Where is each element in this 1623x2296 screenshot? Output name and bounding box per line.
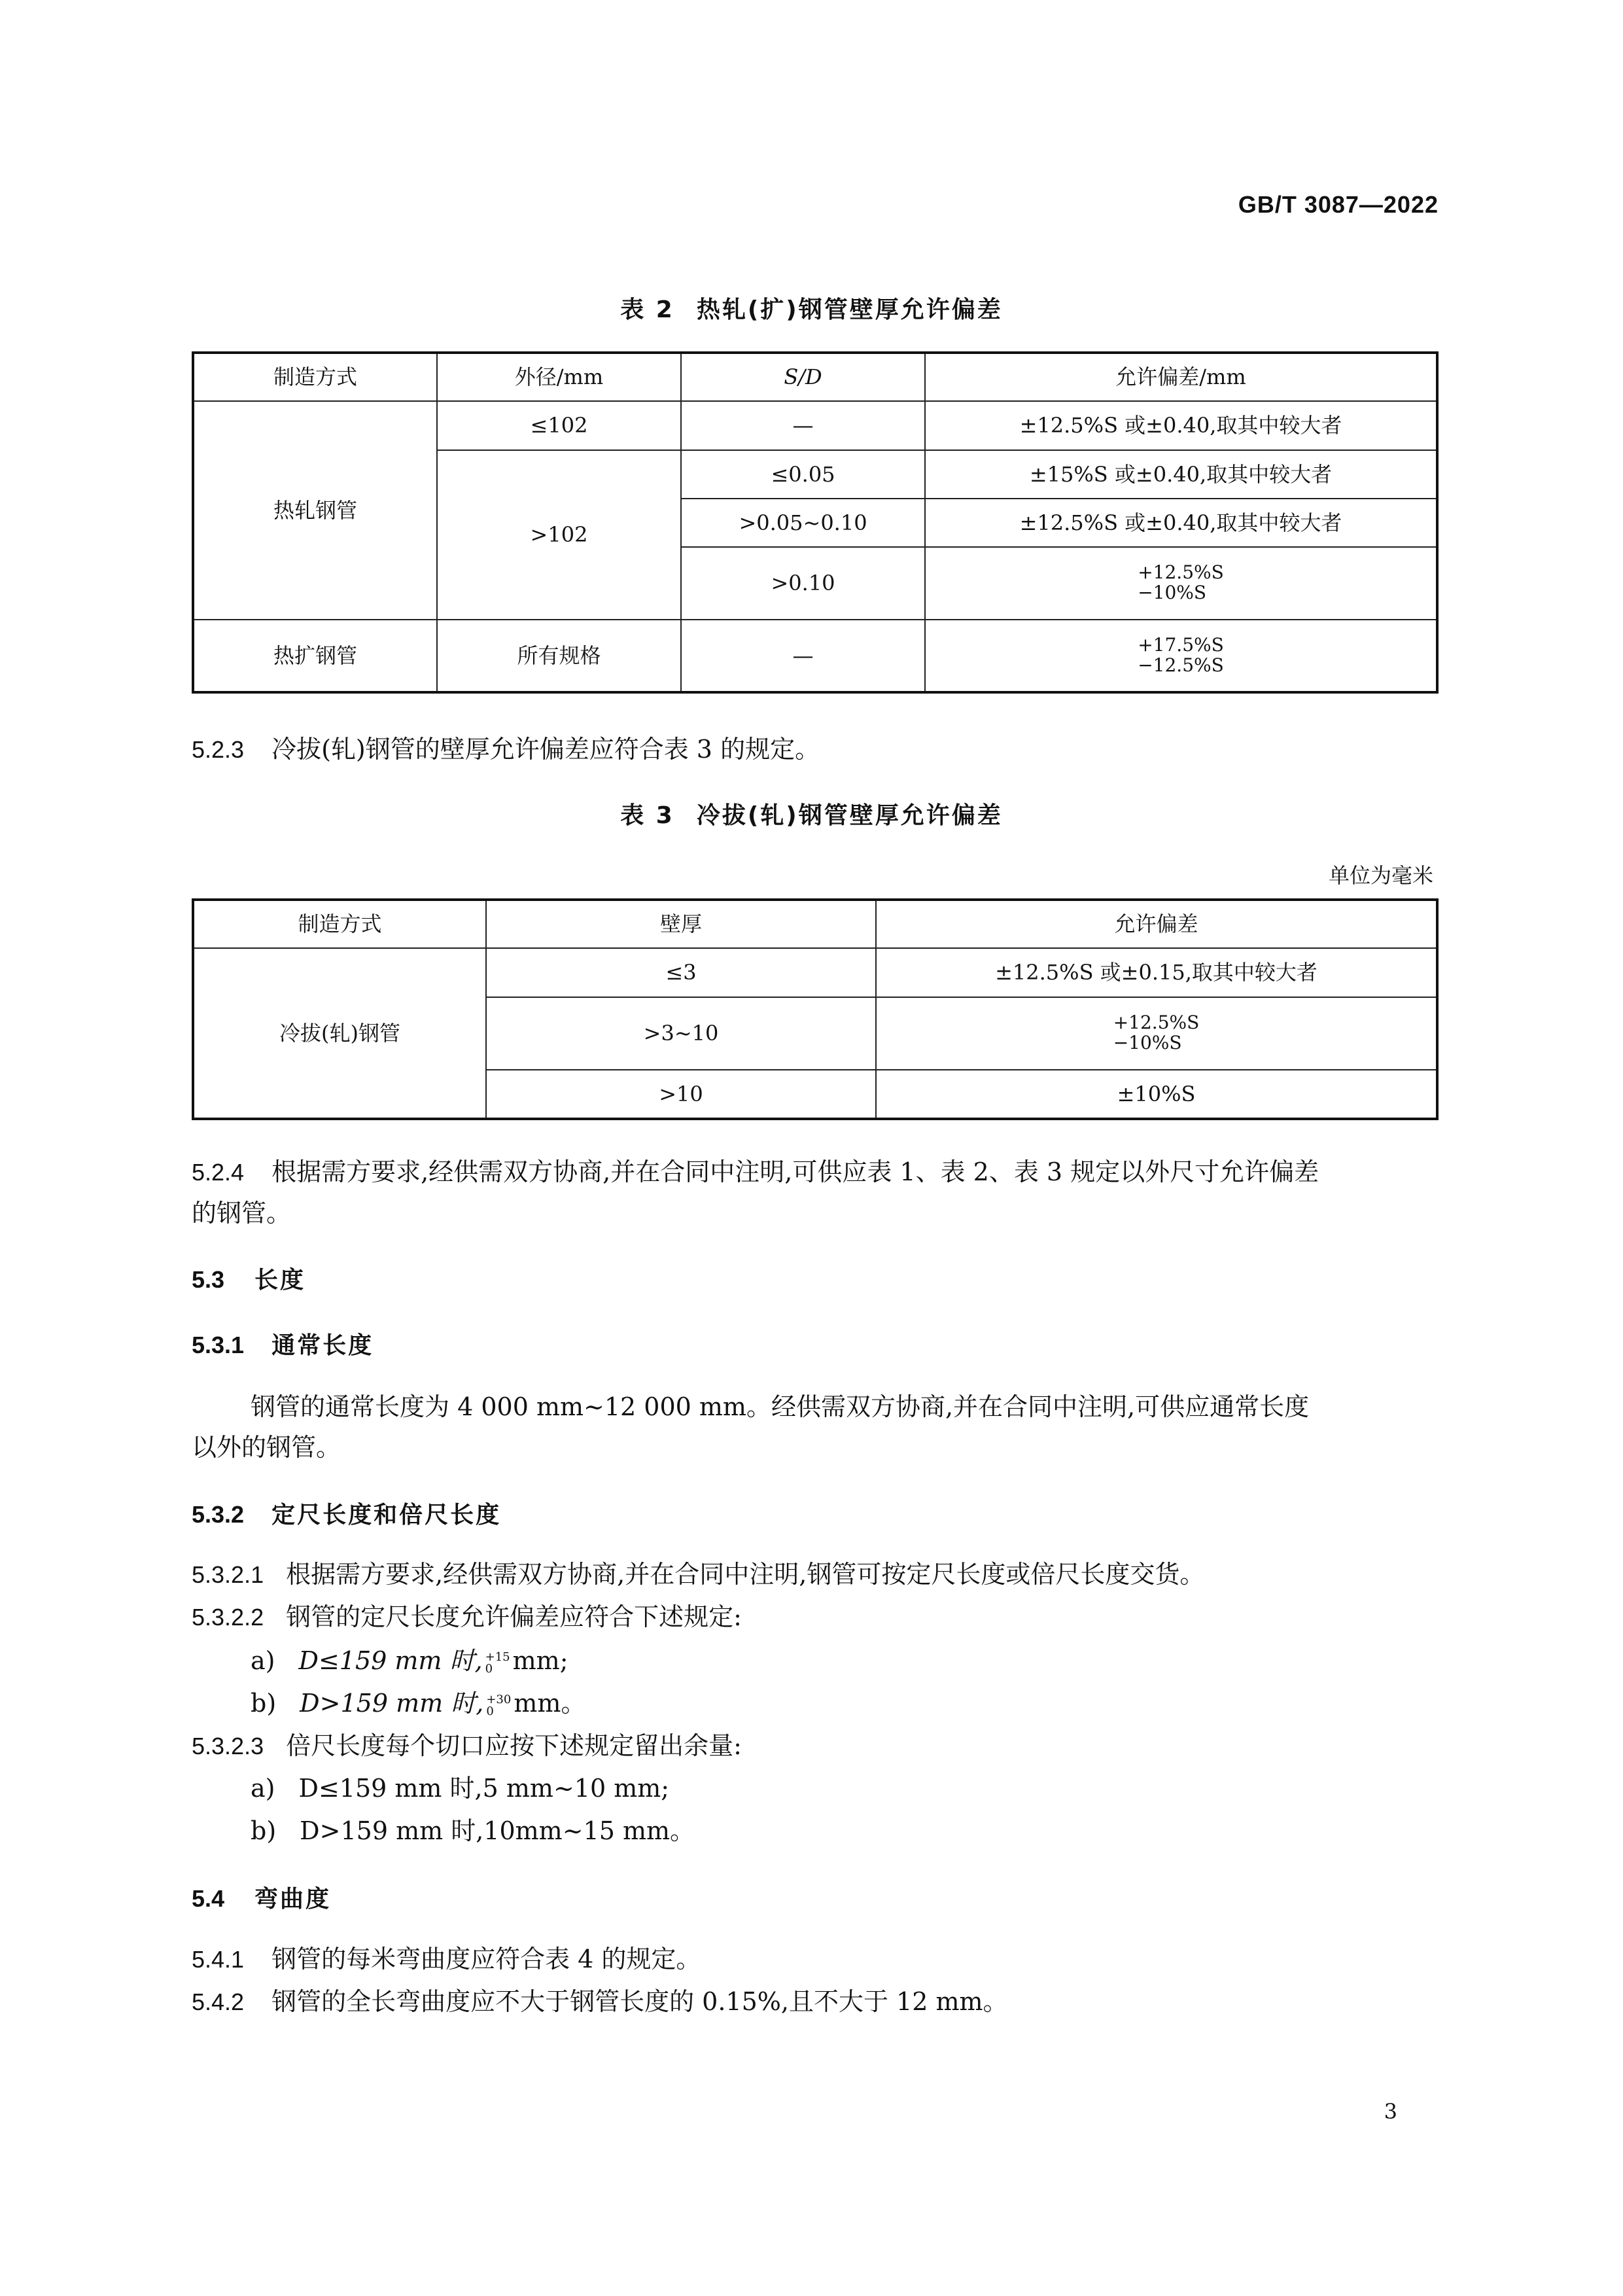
paragraph-5-2-4 [192,1149,1436,1236]
clause-text-line2: 的钢管。 [192,1199,292,1227]
table2-cell-tol-1: ±15%S 或±0.40,取其中较大者 [925,450,1437,499]
table2-cell-sd-1: ≤0.05 [681,450,925,499]
list-item-a [251,1765,669,1811]
table3-caption [0,797,1623,830]
table2-col-sd: S/D [681,353,925,401]
table-row [193,353,1437,401]
item-label: a) [251,1774,275,1803]
paragraph-5-3-2-1 [192,1551,1204,1598]
section-number: 5.4 [192,1885,225,1912]
tol-lower: −10%S [1138,582,1207,603]
section-title: 弯曲度 [254,1886,332,1913]
table3-col-wall: 壁厚 [486,900,876,948]
table3-cell-tol-1: ±12.5%S 或±0.15,取其中较大者 [876,948,1437,997]
tol-upper: +12.5%S [1113,1012,1200,1034]
clause-number: 5.2.4 [192,1159,245,1186]
tol-lower: −12.5%S [1138,654,1224,676]
clause-number: 5.3.2.3 [192,1733,264,1759]
section-number: 5.3 [192,1266,225,1293]
section-5-3-heading [192,1262,305,1295]
table3-cell-wt-2: >3~10 [486,997,876,1070]
section-5-3-2-heading [192,1496,501,1530]
section-title: 定尺长度和倍尺长度 [271,1502,502,1528]
body-line1: 钢管的通常长度为 4 000 mm~12 000 mm。经供需双方协商,并在合同中注明,可供应通常长度 [251,1392,1310,1421]
table2-cell-tol-3 [925,547,1437,620]
item-unit: mm。 [514,1689,586,1718]
table3 [192,898,1439,1120]
item-label: b) [251,1689,277,1718]
table3-unit-note: 单位为毫米 [1328,863,1433,888]
table3-label: 表 3 [620,802,674,829]
table-row [193,620,1437,692]
table3-cell-wt-1: ≤3 [486,948,876,997]
item-condition: D>159 mm 时, [300,1689,484,1718]
standard-code: GB/T 3087—2022 [1238,191,1439,218]
table2-col-method: 制造方式 [193,353,437,401]
clause-number: 5.4.1 [192,1946,245,1973]
table2-cell-od-small-sd: — [681,401,925,450]
clause-number: 5.3.2.1 [192,1561,264,1588]
clause-number: 5.3.2.2 [192,1604,264,1631]
clause-text: 倍尺长度每个切口应按下述规定留出余量: [286,1731,742,1760]
clause-number: 5.2.3 [192,736,245,763]
table2-cell-hot-rolled: 热轧钢管 [193,401,437,620]
paragraph-5-3-1 [192,1384,1436,1470]
clause-text: 冷拔(轧)钢管的壁厚允许偏差应符合表 3 的规定。 [271,735,820,764]
clause-text: 根据需方要求,经供需双方协商,并在合同中注明,钢管可按定尺长度或倍尺长度交货。 [286,1560,1205,1589]
item-unit: mm; [512,1646,568,1675]
table3-title: 冷拔(轧)钢管壁厚允许偏差 [696,802,1003,829]
section-number: 5.3.2 [192,1501,245,1528]
section-title: 通常长度 [271,1332,374,1359]
table2-caption [0,291,1623,325]
section-5-3-1-heading [192,1327,374,1360]
paragraph-5-2-3 [192,726,820,773]
list-item-b [251,1680,585,1726]
table3-col-tolerance: 允许偏差 [876,900,1437,948]
table2-cell-sd-3: >0.10 [681,547,925,620]
list-item-b [251,1808,695,1854]
tolerance-stack [486,1694,511,1718]
table2-cell-all-sizes: 所有规格 [437,620,681,692]
table2-cell-od-large: >102 [437,450,681,620]
section-number: 5.3.1 [192,1332,245,1358]
tol-upper: +17.5%S [1138,633,1224,656]
item-label: a) [251,1646,275,1675]
table2-col-od: 外径/mm [437,353,681,401]
clause-text-line1: 根据需方要求,经供需双方协商,并在合同中注明,可供应表 1、表 2、表 3 规定以外尺寸允许偏差 [271,1157,1319,1186]
table3-col-method: 制造方式 [193,900,486,948]
table3-cell-method: 冷拔(轧)钢管 [193,948,486,1119]
table2-cell-od-small-tol: ±12.5%S 或±0.40,取其中较大者 [925,401,1437,450]
item-text: D>159 mm 时,10mm~15 mm。 [300,1816,695,1845]
table2-cell-od-small: ≤102 [437,401,681,450]
table-row [193,900,1437,948]
tol-upper: +15 [485,1650,510,1664]
tol-upper: +12.5%S [1138,561,1224,584]
table2-title: 热轧(扩)钢管壁厚允许偏差 [696,296,1003,323]
paragraph-5-3-2-2 [192,1594,742,1640]
tol-lower: −10%S [1113,1032,1182,1053]
tolerance-stack [485,1651,510,1675]
item-label: b) [251,1816,277,1845]
page-number: 3 [1384,2099,1397,2124]
clause-text: 钢管的定尺长度允许偏差应符合下述规定: [286,1602,742,1631]
table2-cell-exp-sd: — [681,620,925,692]
clause-text: 钢管的全长弯曲度应不大于钢管长度的 0.15%,且不大于 12 mm。 [271,1987,1008,2016]
table3-cell-wt-3: >10 [486,1070,876,1119]
table2-cell-sd-2: >0.05~0.10 [681,499,925,547]
section-title: 长度 [254,1267,306,1294]
tol-lower: 0 [485,1661,493,1676]
clause-number: 5.4.2 [192,1988,245,2015]
list-item-a [251,1638,568,1684]
paragraph-5-3-2-3 [192,1723,742,1769]
item-text: D≤159 mm 时,5 mm~10 mm; [298,1774,670,1803]
body-line2: 以外的钢管。 [192,1433,341,1462]
table2-cell-exp-tol [925,620,1437,692]
table2-cell-hot-expanded: 热扩钢管 [193,620,437,692]
table2-label: 表 2 [620,296,674,323]
clause-text: 钢管的每米弯曲度应符合表 4 的规定。 [271,1945,701,1973]
table2-cell-tol-2: ±12.5%S 或±0.40,取其中较大者 [925,499,1437,547]
table3-cell-tol-2 [876,997,1437,1070]
paragraph-5-4-1 [192,1936,701,1983]
table3-cell-tol-3: ±10%S [876,1070,1437,1119]
section-5-4-heading [192,1881,331,1914]
table-row [193,401,1437,450]
tol-lower: 0 [486,1704,494,1718]
item-condition: D≤159 mm 时, [298,1646,483,1675]
table2-col-tolerance: 允许偏差/mm [925,353,1437,401]
tol-upper: +30 [486,1692,512,1706]
table2 [192,351,1439,694]
table-row [193,948,1437,997]
paragraph-5-4-2 [192,1979,1008,2025]
